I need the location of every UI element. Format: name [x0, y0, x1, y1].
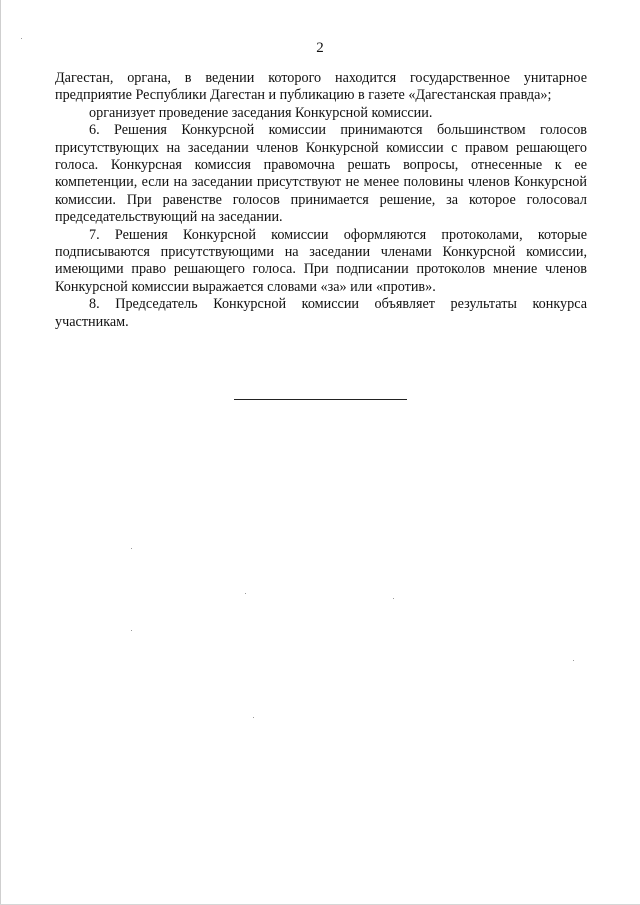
- paragraph-organizes-meeting: организует проведение заседания Конкурсной комиссии.: [89, 104, 433, 121]
- end-separator-line: [234, 399, 407, 400]
- scan-speck: [131, 548, 132, 549]
- scan-edge-left: [0, 0, 1, 905]
- document-body: [55, 70, 587, 331]
- scan-speck: [393, 598, 394, 599]
- paragraph-item-6: 6. Решения Конкурсной комиссии принимаются большинством голосов присутствующих на заседании членов Конкурсной комиссии с правом решающего голоса. Конкурсная комиссия правомочна решать вопросы, отнесенные к ее компетенции, если на заседании присутствуют не менее половины членов Конкурсной комиссии. При равенстве голосов принимается решение, за которое голосовал председательствующий на заседании.: [55, 122, 587, 226]
- scan-speck: [131, 630, 132, 631]
- page-number: 2: [316, 40, 324, 56]
- paragraph-item-7: 7. Решения Конкурсной комиссии оформляются протоколами, которые подписываются присутствующими на заседании членами Конкурсной комиссии, имеющими право решающего голоса. При подписании протоколов мнение членов Конкурсной комиссии выражается словами «за» или «против».: [55, 226, 587, 295]
- paragraph-continuation: Дагестан, органа, в ведении которого находится государственное унитарное предприятие Республики Дагестан и публикацию в газете «Дагестанская правда»;: [55, 70, 587, 104]
- scan-speck: [573, 660, 574, 661]
- scan-speck: [245, 593, 246, 594]
- paragraph-item-8: 8. Председатель Конкурсной комиссии объявляет результаты конкурса участникам.: [55, 296, 587, 330]
- scan-speck: [253, 717, 254, 718]
- scan-speck: [21, 38, 22, 39]
